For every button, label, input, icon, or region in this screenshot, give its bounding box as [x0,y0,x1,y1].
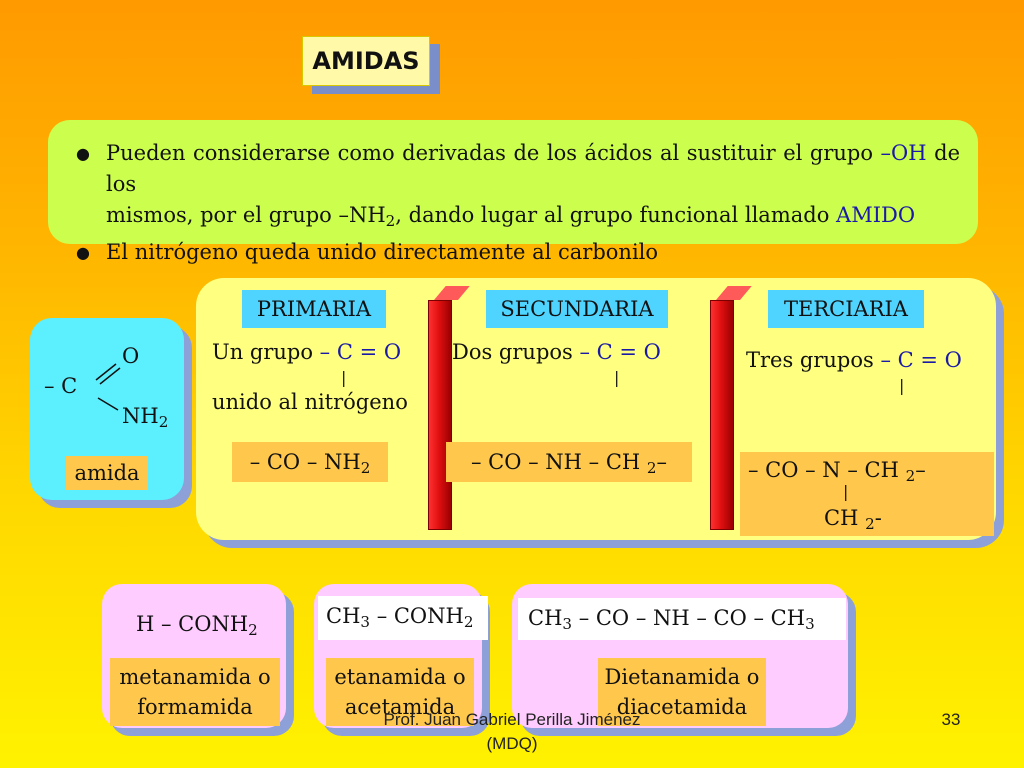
bullet-icon: ● [76,242,90,262]
primaria-desc-2: unido al nitrógeno [212,390,408,414]
terciaria-formula-line2: CH $_2$- [824,506,882,533]
slide-title: AMIDAS [302,36,430,86]
amido-term: AMIDO [836,203,916,227]
separator-bar-2 [710,300,734,530]
amide-card [30,318,184,500]
footer-author-name: Prof. Juan Gabriel Perilla Jiménez [383,710,641,729]
bond-stub-icon: | [614,368,620,387]
terciaria-desc: Tres grupos – C = O [746,348,962,372]
definition-item-1 [66,138,960,237]
footer-author [312,708,712,756]
header-primaria: PRIMARIA [242,290,386,328]
definition-text-2a: mismos, por el grupo –NH [106,203,386,227]
nh2-subscript: 2 [385,211,396,230]
amide-label: amida [66,456,148,490]
bond-stub-icon: | [341,368,347,387]
bond-stub-icon: | [843,482,849,501]
amide-carbon: – C [44,374,78,398]
example-2-formula: $CH_3$ – $CONH_2$ [326,604,474,631]
secundaria-desc: Dos grupos – C = O [452,340,661,364]
definition-box [48,120,978,264]
definition-item-2 [66,237,960,268]
primaria-desc: Un grupo – C = O [212,340,402,364]
amide-nh2: $NH_2$ [122,404,169,431]
page-number: 33 [941,710,961,729]
primaria-formula: – CO – $NH_2$ [232,442,388,482]
header-terciaria: TERCIARIA [768,290,924,328]
definition-text-1b: de los [106,141,960,196]
footer-author-org: (MDQ) [486,734,538,753]
bond-stub-icon: | [899,376,905,395]
definition-text-2b: , dando lugar al grupo funcional llamado [395,203,837,227]
terciaria-formula-line1: – CO – N – CH $_2$– [748,458,926,485]
definition-text-3: El nitrógeno queda unido directamente al carbonilo [106,239,659,264]
separator-bar-1 [428,300,452,530]
oh-group: –OH [880,141,927,165]
example-1-name: metanamida o formamida [110,658,280,726]
secundaria-formula: – CO – NH – CH $_2$– [446,442,692,482]
bullet-icon: ● [76,144,90,163]
terciaria-formula [740,452,994,536]
example-3-formula: $CH_3$ – CO – NH – CO – $CH_3$ [528,606,815,633]
definition-text-1a: Pueden considerarse como derivadas de los ácidos al sustituir el grupo [106,141,881,165]
amide-oxygen: O [122,344,140,368]
example-1-formula: H – $CONH_2$ [136,612,258,639]
example-3-name: Dietanamida o diacetamida [598,658,766,726]
example-2-name: etanamida o acetamida [326,658,474,726]
header-secundaria: SECUNDARIA [486,290,668,328]
